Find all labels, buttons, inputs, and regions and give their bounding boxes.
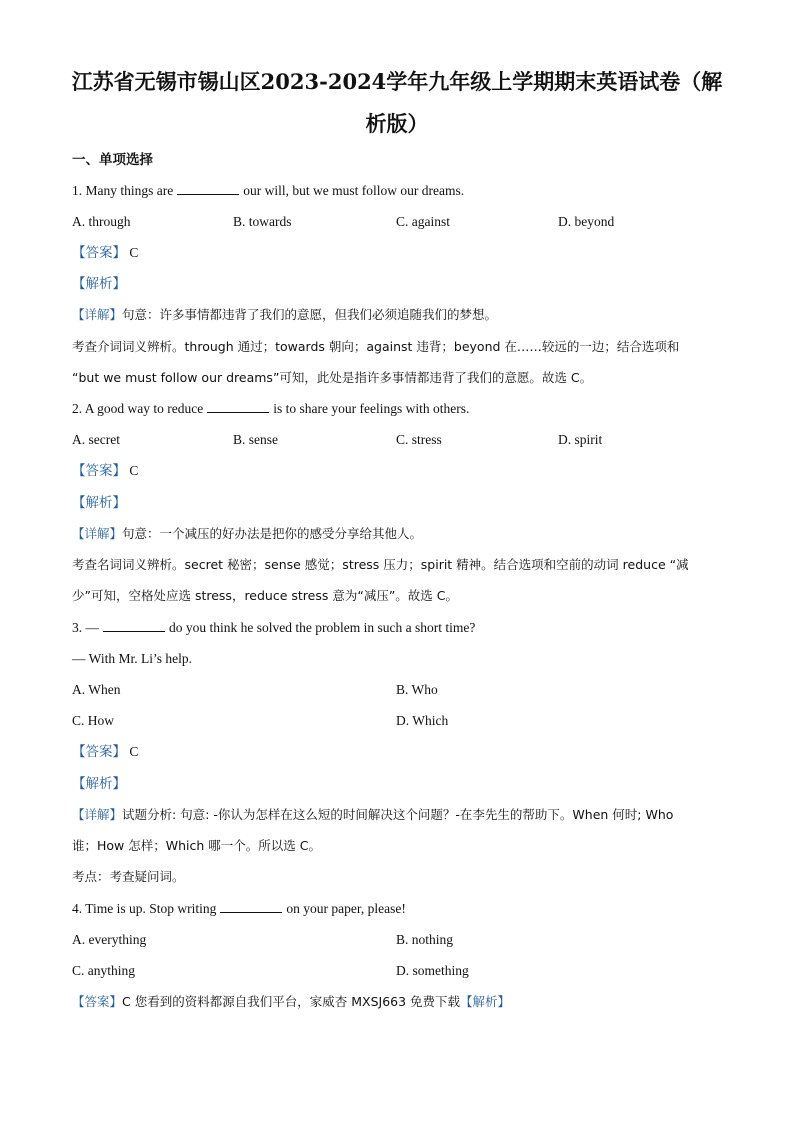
detail-line <box>72 305 497 325</box>
answer-blank <box>207 400 269 413</box>
analysis-tag: 【解析】 <box>460 994 511 1009</box>
question-stem-before: 4. Time is up. Stop writing <box>72 901 217 916</box>
answer-blank <box>220 900 282 913</box>
option-a: A. through <box>72 214 131 229</box>
detail-tag: 【详解】 <box>72 307 123 322</box>
option-b: B. nothing <box>396 932 454 947</box>
section-heading: 一、单项选择 <box>72 152 153 168</box>
question-1-stem <box>72 181 464 201</box>
answer-tag-close: 】 <box>109 994 123 1009</box>
answer-value-with-watermark: C 您看到的资料都源自我们平台，家威杏 MXSJ663 免费下载 <box>122 994 461 1009</box>
detail-text: 试题分析: 句意: -你认为怎样在这么短的时间解决这个问题？-在李先生的帮助下。When 何时; Who <box>122 807 674 822</box>
answer-tag-word: 答案 <box>85 245 113 261</box>
explanation-line: “but we must follow our dreams”可知，此处是指许多事情都违背了我们的意愿。故选 C。 <box>72 370 593 385</box>
question-stem-before: 1. Many things are <box>72 183 174 198</box>
detail-line <box>72 805 673 825</box>
option-d: D. something <box>396 963 469 978</box>
question-stem-before: 2. A good way to reduce <box>72 401 204 416</box>
answer-tag-open: 【 <box>72 744 86 760</box>
answer-tag-open: 【 <box>72 245 86 261</box>
option-b: B. sense <box>233 432 278 447</box>
option-c: C. against <box>396 214 450 229</box>
question-3-stem <box>72 618 475 638</box>
explanation-line: 少”可知，空格处应选 stress，reduce stress 意为“减压”。故选 C。 <box>72 588 459 603</box>
page-title-continued: 析版） <box>365 111 429 136</box>
question-stem-after: our will, but we must follow our dreams. <box>243 183 465 198</box>
answer-value: C <box>129 463 139 478</box>
analysis-tag: 【解析】 <box>72 276 126 292</box>
answer-tag-open: 【 <box>72 463 86 479</box>
explanation-line: 考查名词词义辨析。secret 秘密；sense 感觉；stress 压力；spirit 精神。结合选项和空前的动词 reduce “减 <box>72 557 689 572</box>
answer-blank <box>177 182 239 195</box>
option-d: D. beyond <box>558 214 615 229</box>
answer-value: C <box>129 245 139 260</box>
answer-tag-word: 答案 <box>84 994 110 1009</box>
question-4-stem <box>72 899 406 919</box>
answer-blank <box>103 619 165 632</box>
answer-line <box>72 243 138 263</box>
detail-tag: 【详解】 <box>72 807 123 822</box>
question-stem-after: is to share your feelings with others. <box>273 401 470 416</box>
answer-tag-word: 答案 <box>85 744 113 760</box>
explanation-line: 谁；How 怎样；Which 哪一个。所以选 C。 <box>72 838 321 853</box>
option-b: B. towards <box>233 214 292 229</box>
detail-tag: 【详解】 <box>72 526 123 541</box>
answer-line <box>72 992 510 1012</box>
answer-tag-word: 答案 <box>85 463 113 479</box>
option-d: D. spirit <box>558 432 603 447</box>
option-d: D. Which <box>396 713 449 728</box>
answer-tag-close: 】 <box>112 463 126 479</box>
option-a: A. secret <box>72 432 120 447</box>
page-title: 江苏省无锡市锡山区2023-2024学年九年级上学期期末英语试卷（解 <box>71 69 723 94</box>
answer-tag-close: 】 <box>112 245 126 261</box>
dialogue-reply: — With Mr. Li’s help. <box>72 651 192 666</box>
option-c: C. How <box>72 713 115 728</box>
option-a: A. everything <box>72 932 147 947</box>
option-c: C. stress <box>396 432 442 447</box>
analysis-tag: 【解析】 <box>72 776 126 792</box>
answer-tag-close: 】 <box>112 744 126 760</box>
question-stem-after: on your paper, please! <box>286 901 406 916</box>
detail-text: 句意：一个减压的好办法是把你的感受分享给其他人。 <box>122 526 423 541</box>
detail-text: 句意：许多事情都违背了我们的意愿，但我们必须追随我们的梦想。 <box>122 307 498 322</box>
explanation-line: 考查介词词义辨析。through 通过；towards 朝向；against 违背；beyond 在……较远的一边；结合选项和 <box>72 339 680 354</box>
answer-tag-open: 【 <box>72 994 85 1009</box>
analysis-tag: 【解析】 <box>72 495 126 511</box>
explanation-line: 考点：考查疑问词。 <box>72 869 185 884</box>
answer-value: C <box>129 744 139 759</box>
answer-line <box>72 742 138 762</box>
question-stem-before: 3. — <box>72 620 99 635</box>
option-b: B. Who <box>396 682 438 697</box>
answer-line <box>72 461 138 481</box>
detail-line <box>72 524 422 544</box>
option-c: C. anything <box>72 963 135 978</box>
option-a: A. When <box>72 682 121 697</box>
question-stem-after: do you think he solved the problem in such a short time? <box>169 620 476 635</box>
question-2-stem <box>72 399 469 419</box>
